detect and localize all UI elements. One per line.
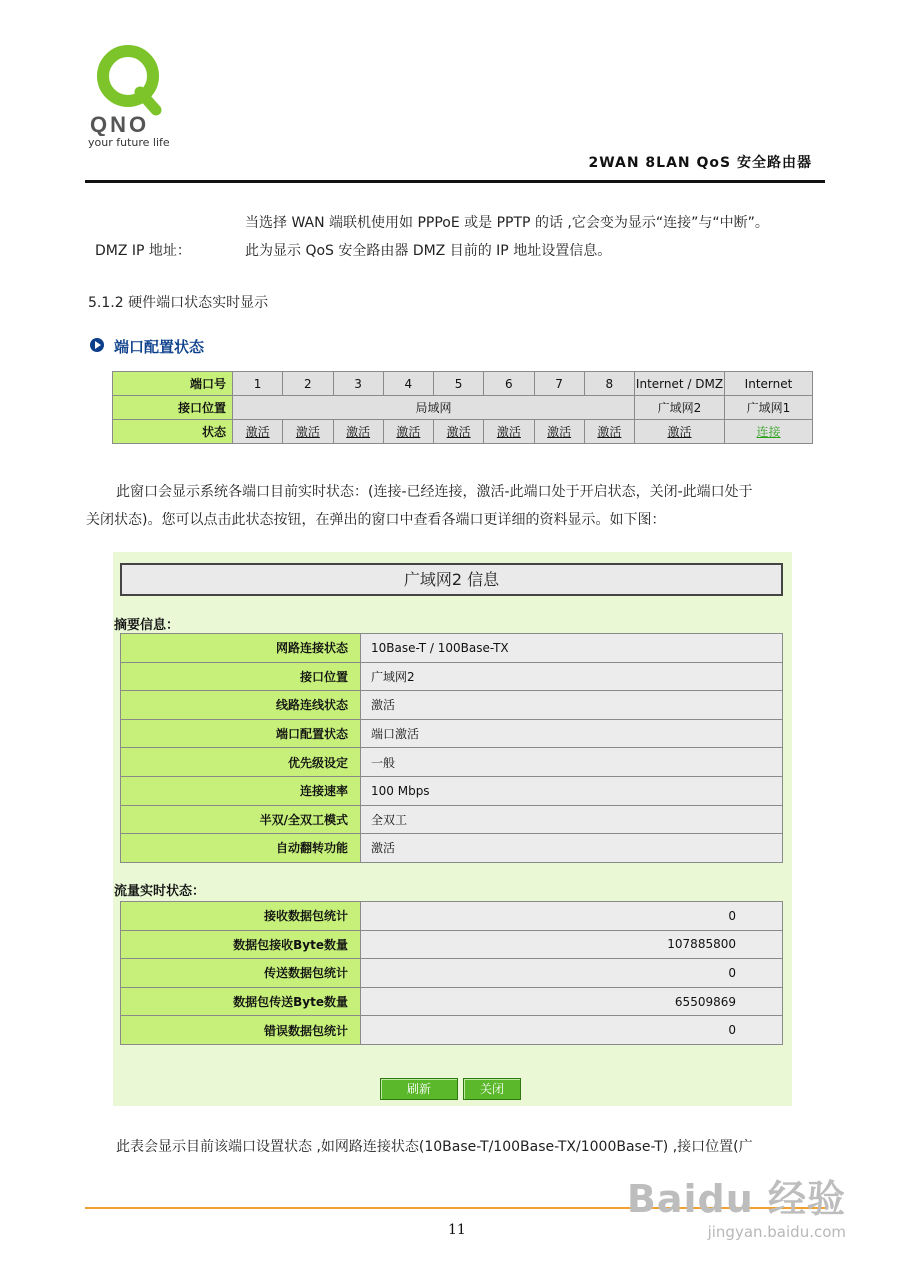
summary-value: 激活 bbox=[361, 691, 783, 720]
paragraph-line-2: 关闭状态)。您可以点击此状态按钮，在弹出的窗口中查看各端口更详细的资料显示。如下图： bbox=[86, 512, 666, 528]
table-row bbox=[113, 420, 813, 444]
qno-logo bbox=[88, 40, 188, 150]
traffic-key: 接收数据包统计 bbox=[121, 902, 361, 931]
table-row bbox=[121, 805, 783, 834]
table-row bbox=[121, 776, 783, 805]
table-row bbox=[121, 748, 783, 777]
location-cell-lan: 局域网 bbox=[233, 396, 635, 420]
port-config-title: 端口配置状态 bbox=[114, 338, 205, 356]
summary-value: 广域网2 bbox=[361, 662, 783, 691]
summary-key: 优先级设定 bbox=[121, 748, 361, 777]
port-status-table bbox=[112, 371, 813, 444]
table-row bbox=[121, 634, 783, 663]
summary-table bbox=[120, 633, 783, 863]
port-cell: 7 bbox=[534, 372, 584, 396]
dmz-label: DMZ IP 地址： bbox=[95, 243, 191, 259]
table-row bbox=[113, 396, 813, 420]
play-bullet-icon bbox=[90, 338, 104, 352]
page-number: 11 bbox=[448, 1222, 466, 1238]
table-row bbox=[121, 1016, 783, 1045]
table-row bbox=[121, 719, 783, 748]
location-cell-wan2: 广域网2 bbox=[635, 396, 725, 420]
table-row bbox=[121, 902, 783, 931]
tagline: your future life bbox=[88, 136, 170, 149]
summary-key: 线路连线状态 bbox=[121, 691, 361, 720]
refresh-button[interactable]: 刷新 bbox=[380, 1078, 458, 1100]
traffic-value: 0 bbox=[361, 959, 783, 988]
summary-value: 全双工 bbox=[361, 805, 783, 834]
status-link[interactable]: 激活 bbox=[584, 420, 634, 444]
port-cell: 6 bbox=[484, 372, 534, 396]
bottom-paragraph: 此表会显示目前该端口设置状态 ,如网路连接状态(10Base-T/100Base-TX/1000Base-T) ,接口位置(广 bbox=[116, 1139, 753, 1155]
port-cell: 2 bbox=[283, 372, 333, 396]
table-row bbox=[121, 930, 783, 959]
status-link-connected[interactable]: 连接 bbox=[725, 420, 813, 444]
close-button[interactable]: 关闭 bbox=[463, 1078, 521, 1100]
status-link[interactable]: 激活 bbox=[635, 420, 725, 444]
table-row bbox=[121, 662, 783, 691]
row-header-status: 状态 bbox=[113, 420, 233, 444]
summary-value: 端口激活 bbox=[361, 719, 783, 748]
summary-key: 网路连接状态 bbox=[121, 634, 361, 663]
row-header-port: 端口号 bbox=[113, 372, 233, 396]
summary-value: 激活 bbox=[361, 834, 783, 863]
traffic-value: 0 bbox=[361, 902, 783, 931]
table-row bbox=[113, 372, 813, 396]
status-link[interactable]: 激活 bbox=[383, 420, 433, 444]
status-link[interactable]: 激活 bbox=[333, 420, 383, 444]
summary-key: 半双/全双工模式 bbox=[121, 805, 361, 834]
status-link[interactable]: 激活 bbox=[283, 420, 333, 444]
row-header-location: 接口位置 bbox=[113, 396, 233, 420]
baidu-watermark bbox=[627, 1168, 846, 1241]
port-cell: 8 bbox=[584, 372, 634, 396]
traffic-table bbox=[120, 901, 783, 1045]
dmz-description: 此为显示 QoS 安全路由器 DMZ 目前的 IP 地址设置信息。 bbox=[245, 243, 612, 259]
traffic-value: 107885800 bbox=[361, 930, 783, 959]
svg-text:QNO: QNO bbox=[90, 112, 150, 136]
watermark-url: jingyan.baidu.com bbox=[707, 1223, 846, 1241]
summary-heading: 摘要信息： bbox=[114, 618, 180, 633]
section-heading: 5.1.2 硬件端口状态实时显示 bbox=[88, 295, 269, 311]
header-rule bbox=[85, 180, 825, 183]
watermark-main: Baidu 经验 bbox=[626, 1177, 846, 1221]
summary-key: 自动翻转功能 bbox=[121, 834, 361, 863]
popup-title: 广域网2 信息 bbox=[120, 563, 783, 596]
status-link[interactable]: 激活 bbox=[534, 420, 584, 444]
port-cell: 4 bbox=[383, 372, 433, 396]
status-link[interactable]: 激活 bbox=[434, 420, 484, 444]
traffic-value: 0 bbox=[361, 1016, 783, 1045]
port-cell: 1 bbox=[233, 372, 283, 396]
summary-key: 连接速率 bbox=[121, 776, 361, 805]
summary-key: 接口位置 bbox=[121, 662, 361, 691]
traffic-key: 传送数据包统计 bbox=[121, 959, 361, 988]
summary-key: 端口配置状态 bbox=[121, 719, 361, 748]
port-cell: 5 bbox=[434, 372, 484, 396]
table-row bbox=[121, 987, 783, 1016]
location-cell-wan1: 广域网1 bbox=[725, 396, 813, 420]
summary-value: 100 Mbps bbox=[361, 776, 783, 805]
traffic-key: 数据包传送Byte数量 bbox=[121, 987, 361, 1016]
table-row bbox=[121, 834, 783, 863]
traffic-value: 65509869 bbox=[361, 987, 783, 1016]
wan-note: 当选择 WAN 端联机使用如 PPPoE 或是 PPTP 的话 ,它会变为显示“连接”与“中断”。 bbox=[245, 215, 769, 231]
paragraph-line-1: 此窗口会显示系统各端口目前实时状态：(连接-已经连接，激活-此端口处于开启状态，关闭-此端口处于 bbox=[116, 484, 753, 500]
summary-value: 一般 bbox=[361, 748, 783, 777]
port-cell: 3 bbox=[333, 372, 383, 396]
status-link[interactable]: 激活 bbox=[484, 420, 534, 444]
port-cell: Internet / DMZ bbox=[635, 372, 725, 396]
traffic-key: 错误数据包统计 bbox=[121, 1016, 361, 1045]
table-row bbox=[121, 959, 783, 988]
summary-value: 10Base-T / 100Base-TX bbox=[361, 634, 783, 663]
table-row bbox=[121, 691, 783, 720]
traffic-key: 数据包接收Byte数量 bbox=[121, 930, 361, 959]
status-link[interactable]: 激活 bbox=[233, 420, 283, 444]
port-cell: Internet bbox=[725, 372, 813, 396]
document-title: 2WAN 8LAN QoS 安全路由器 bbox=[588, 155, 812, 171]
traffic-heading: 流量实时状态： bbox=[114, 884, 206, 899]
